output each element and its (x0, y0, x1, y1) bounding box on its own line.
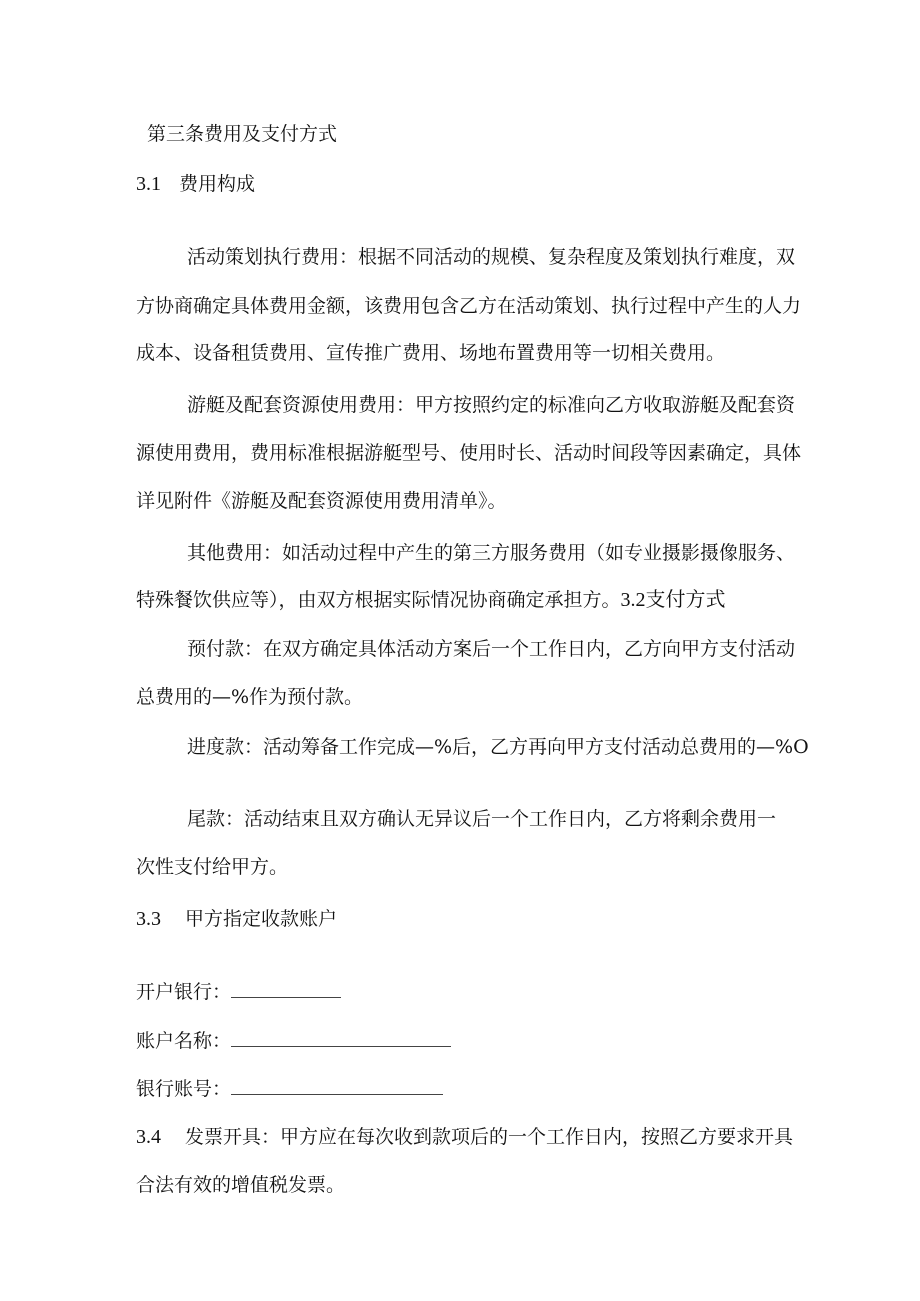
section-number: 3.3 (136, 908, 161, 930)
text-line: 源使用费用，费用标准根据游艇型号、使用时长、活动时间段等因素确定，具体 (136, 442, 802, 464)
text-line: 预付款：在双方确定具体活动方案后一个工作日内，乙方向甲方支付活动 (187, 638, 796, 660)
text-line: 尾款：活动结束且双方确认无异议后一个工作日内，乙方将剩余费用一 (187, 808, 777, 830)
text-line: 合法有效的增值税发票。 (136, 1174, 346, 1196)
section-title: 发票开具：甲方应在每次收到款项后的一个工作日内，按照乙方要求开具 (185, 1126, 794, 1148)
text-line: 成本、设备租赁费用、宣传推广费用、场地布置费用等一切相关费用。 (136, 342, 726, 364)
account-number-label: 银行账号： (136, 1078, 232, 1100)
bank-name-blank (231, 979, 341, 998)
text-line: 游艇及配套资源使用费用：甲方按照约定的标准向乙方收取游艇及配套资 (187, 394, 796, 416)
text-line: 详见附件《游艇及配套资源使用费用清单》。 (136, 490, 507, 512)
text-line (136, 588, 726, 612)
account-name-row (136, 1028, 451, 1053)
text-line: 活动策划执行费用：根据不同活动的规模、复杂程度及策划执行难度，双 (187, 246, 796, 268)
section-number: 3.1 (136, 173, 161, 195)
section-3-2-heading: 3.2支付方式 (620, 589, 726, 611)
section-title: 甲方指定收款账户 (185, 908, 338, 930)
account-number-blank (231, 1076, 443, 1095)
text-line: 其他费用：如活动过程中产生的第三方服务费用（如专业摄影摄像服务、 (187, 542, 796, 564)
text-line: 方协商确定具体费用金额，该费用包含乙方在活动策划、执行过程中产生的人力 (136, 295, 802, 317)
bank-name-row (136, 979, 341, 1004)
account-number-row (136, 1076, 443, 1101)
paragraph-progress-payment: 进度款：活动筹备工作完成—%后，乙方再向甲方支付活动总费用的—%O (187, 736, 809, 758)
text-run: 特殊餐饮供应等），由双方根据实际情况协商确定承担方。 (136, 589, 621, 611)
section-3-3-heading (136, 907, 337, 931)
section-number: 3.4 (136, 1126, 161, 1148)
text-line: 次性支付给甲方。 (136, 856, 289, 878)
text-line (136, 1125, 793, 1149)
account-name-blank (231, 1028, 451, 1047)
bank-name-label: 开户银行： (136, 981, 232, 1003)
text-line: 总费用的—%作为预付款。 (136, 686, 364, 708)
article-title: 第三条费用及支付方式 (147, 123, 338, 145)
section-title: 费用构成 (179, 173, 256, 195)
account-name-label: 账户名称： (136, 1030, 232, 1052)
section-3-1-heading (136, 172, 255, 196)
